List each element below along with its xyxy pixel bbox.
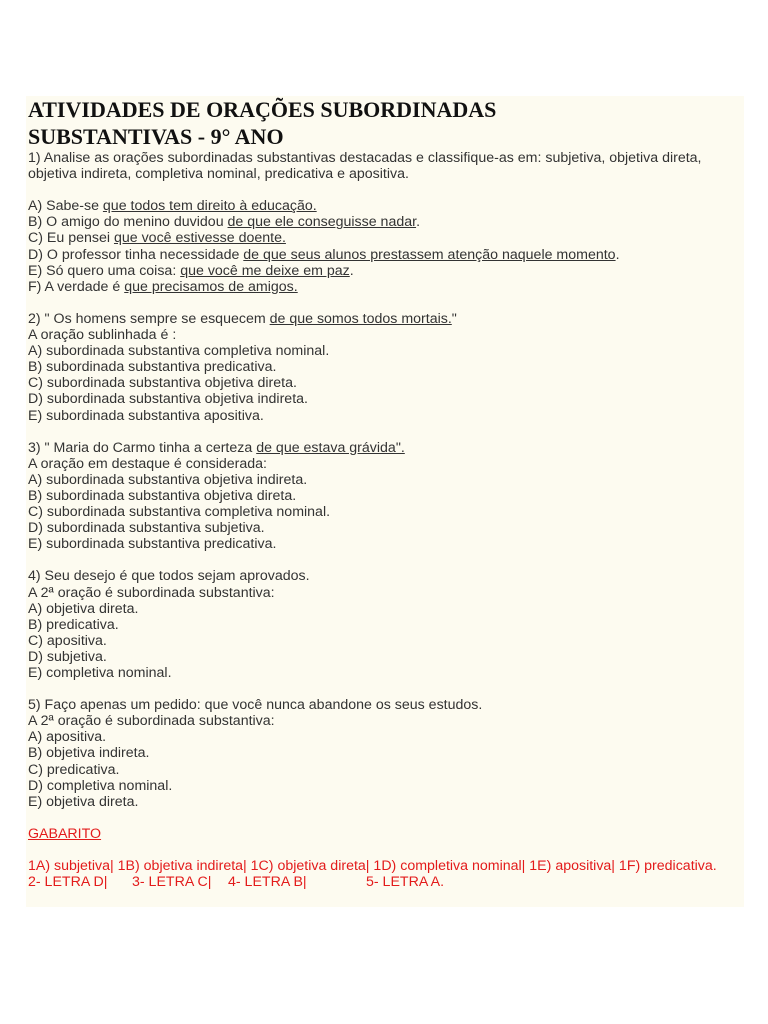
q4-option-c: C) apositiva.	[28, 632, 107, 649]
q4-option-a: A) objetiva direta.	[28, 600, 139, 617]
q1-item-f: F) A verdade é que precisamos de amigos.	[28, 278, 298, 295]
q1-item-e: E) Só quero uma coisa: que você me deixe em paz.	[28, 262, 354, 279]
q4-option-e: E) completiva nominal.	[28, 665, 172, 681]
q2-prompt: A oração sublinhada é :	[28, 327, 177, 344]
worksheet-body	[26, 150, 744, 890]
q2-stem: 2) " Os homens sempre se esquecem de que somos todos mortais."	[28, 310, 457, 327]
q4-option-d: D) subjetiva.	[28, 648, 107, 665]
gabarito-q1-answers: 1A) subjetiva| 1B) objetiva indireta| 1C) objetiva direta| 1D) completiva nominal| 1E) apositiva| 1F) predicativa.	[28, 858, 717, 875]
answer-q5: 5- LETRA A.	[366, 874, 445, 891]
q3-option-e: E) subordinada substantiva predicativa.	[28, 536, 277, 553]
q1-item-d: D) O professor tinha necessidade de que seus alunos prestassem atenção naquele momento.	[28, 246, 620, 263]
q3-stem: 3) " Maria do Carmo tinha a certeza de que estava grávida".	[28, 439, 405, 456]
gabarito-heading: GABARITO	[28, 825, 102, 842]
q3-option-c: C) subordinada substantiva completiva nominal.	[28, 504, 331, 521]
answer-q2: 2- LETRA D|	[28, 874, 108, 891]
gabarito-mc-answers	[28, 874, 738, 890]
worksheet-title	[26, 96, 744, 150]
q2-option-e: E) subordinada substantiva apositiva.	[28, 407, 264, 424]
worksheet	[26, 96, 744, 907]
q5-option-b: B) objetiva indireta.	[28, 745, 150, 762]
q4-option-b: B) predicativa.	[28, 616, 119, 633]
q2-option-d: D) subordinada substantiva objetiva indireta.	[28, 391, 308, 408]
q2-option-c: C) subordinada substantiva objetiva direta.	[28, 375, 297, 392]
q5-option-a: A) apositiva.	[28, 729, 107, 746]
q2-option-b: B) subordinada substantiva predicativa.	[28, 359, 277, 376]
q3-option-a: A) subordinada substantiva objetiva indireta.	[28, 471, 308, 488]
q1-items	[28, 198, 738, 295]
q4-stem: 4) Seu desejo é que todos sejam aprovados.	[28, 568, 310, 585]
q1-item-c: C) Eu pensei que você estivesse doente.	[28, 230, 286, 247]
q2-option-a: A) subordinada substantiva completiva nominal.	[28, 343, 330, 360]
q1-item-a: A) Sabe-se que todos tem direito à educação.	[28, 198, 317, 215]
answer-q3: 3- LETRA C|	[132, 874, 212, 891]
q5-prompt: A 2ª oração é subordinada substantiva:	[28, 713, 275, 730]
q3-option-b: B) subordinada substantiva objetiva direta.	[28, 487, 297, 504]
q3-prompt: A oração em destaque é considerada:	[28, 455, 267, 472]
q5-option-c: C) predicativa.	[28, 761, 120, 778]
title-line-2: SUBSTANTIVAS - 9° ANO	[28, 124, 284, 149]
q5-stem: 5) Faço apenas um pedido: que você nunca abandone os seus estudos.	[28, 697, 483, 714]
q4-prompt: A 2ª oração é subordinada substantiva:	[28, 584, 275, 601]
q5-option-e: E) objetiva direta.	[28, 793, 139, 810]
q5-option-d: D) completiva nominal.	[28, 777, 173, 794]
q3-option-d: D) subordinada substantiva subjetiva.	[28, 520, 265, 537]
title-line-1: ATIVIDADES DE ORAÇÕES SUBORDINADAS	[28, 97, 497, 122]
q1-item-b: B) O amigo do menino duvidou de que ele conseguisse nadar.	[28, 214, 421, 231]
answer-q4: 4- LETRA B|	[228, 874, 307, 891]
q1-instruction: 1) Analise as orações subordinadas substantivas destacadas e classifique-as em: subjetiva, objetiva direta, objetiva indireta, completiva nominal, predicativa e apositiva.	[28, 150, 702, 183]
